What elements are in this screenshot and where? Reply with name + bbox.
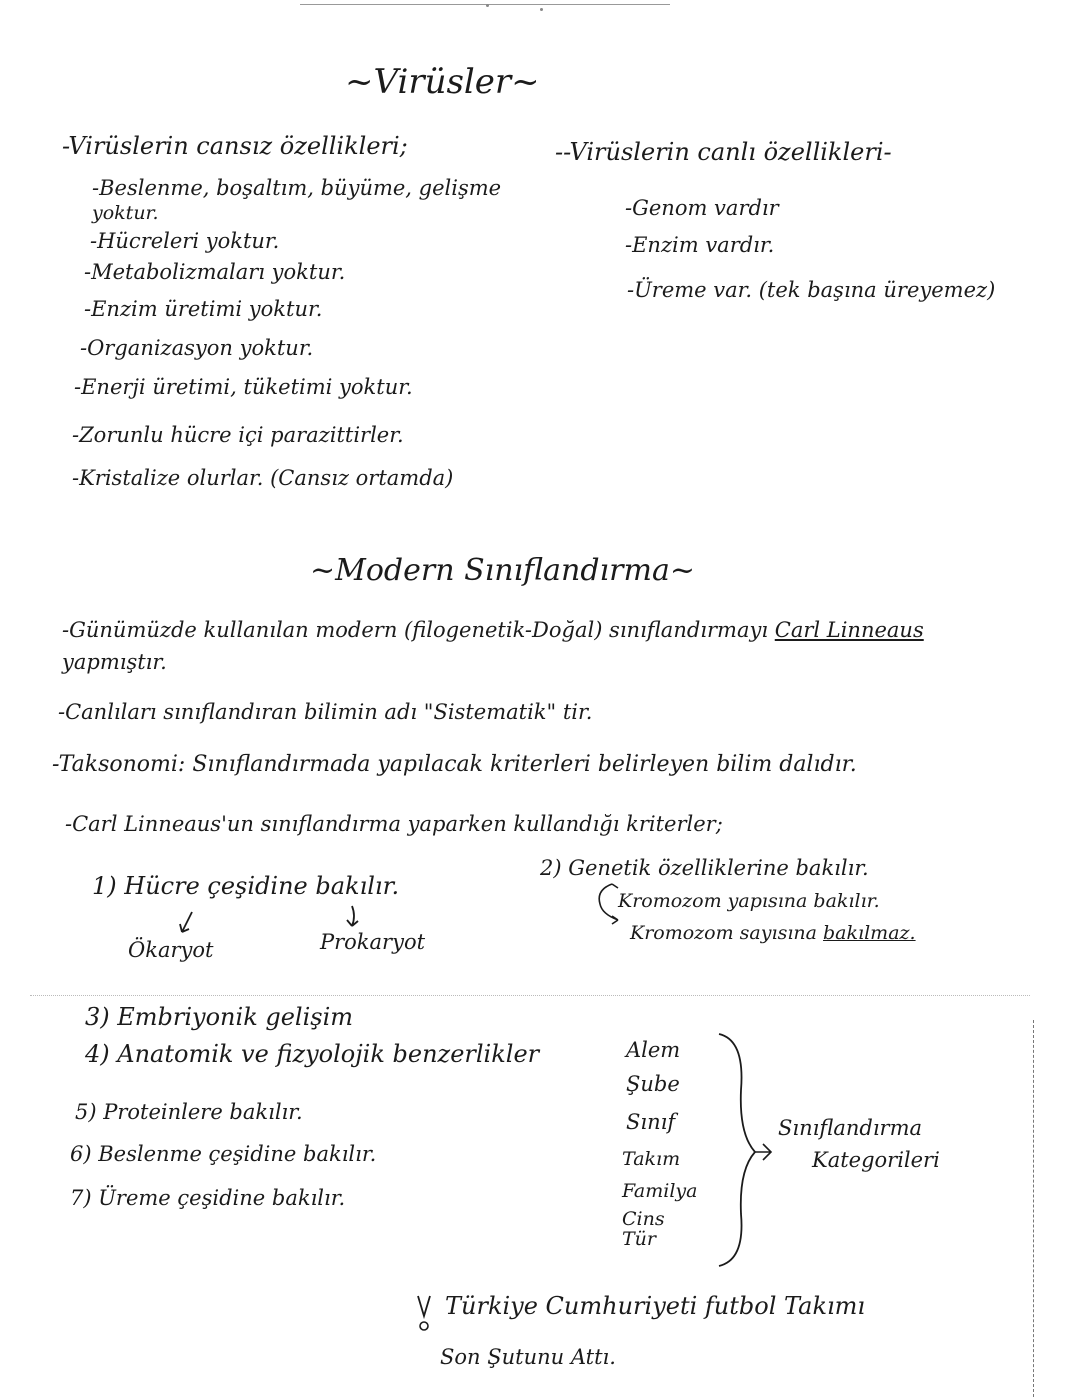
criterion-5: 5) Proteinlere bakılır.: [75, 1100, 303, 1124]
mnemonic-line: Türkiye Cumhuriyeti futbol Takımı: [445, 1292, 866, 1320]
criterion-3: 3) Embriyonik gelişim: [85, 1003, 354, 1031]
cansiz-item: -Hücreleri yoktur.: [90, 229, 280, 253]
cansiz-item: -Enzim üretimi yoktur.: [84, 297, 323, 321]
category-item: Alem: [626, 1038, 681, 1062]
cansiz-heading: -Virüslerin cansız özellikleri;: [62, 132, 408, 160]
criterion-2: 2) Genetik özelliklerine bakılır.: [540, 856, 869, 880]
criterion-1: 1) Hücre çeşidine bakılır.: [92, 872, 400, 900]
paragraph: -Taksonomi: Sınıflandırmada yapılacak kriterleri belirleyen bilim dalıdır.: [52, 752, 857, 777]
page-top-edge: [300, 0, 670, 5]
cansiz-item: -Organizasyon yoktur.: [80, 336, 314, 360]
speck: [486, 4, 489, 7]
mnemonic-line: Son Şutunu Attı.: [440, 1345, 616, 1369]
criterion-6: 6) Beslenme çeşidine bakılır.: [70, 1142, 377, 1166]
category-item: Takım: [622, 1148, 681, 1170]
page-title: ~Virüsler~: [345, 62, 540, 102]
cansiz-item: -Zorunlu hücre içi parazittirler.: [72, 423, 404, 447]
criterion-7: 7) Üreme çeşidine bakılır.: [70, 1186, 346, 1210]
category-item: Şube: [626, 1072, 680, 1096]
criterion-2-sub: [630, 922, 916, 944]
prokaryote-label: Prokaryot: [320, 930, 426, 954]
cansiz-item: -Metabolizmaları yoktur.: [84, 260, 346, 284]
criterion-2-sub-text: Kromozom sayısına: [630, 922, 817, 944]
canli-item: -Genom vardır: [625, 196, 779, 220]
paragraph: -Carl Linneaus'un sınıflandırma yaparken kullandığı kriterler;: [65, 812, 723, 836]
categories-label: Sınıflandırma: [778, 1116, 923, 1140]
paragraph: [62, 618, 924, 642]
category-item: Cins: [622, 1208, 665, 1230]
criterion-4: 4) Anatomik ve fizyolojik benzerlikler: [85, 1040, 540, 1068]
curly-brace-icon: [715, 1030, 775, 1270]
cansiz-item: yoktur.: [92, 202, 159, 224]
criterion-2-sub: Kromozom yapısına bakılır.: [618, 890, 880, 912]
page-right-edge: [1033, 1020, 1035, 1397]
section-title: ~Modern Sınıflandırma~: [310, 553, 695, 588]
category-item: Tür: [622, 1228, 656, 1250]
arrow-down-icon: [344, 904, 364, 932]
canli-item: -Enzim vardır.: [625, 233, 775, 257]
cansiz-item: -Kristalize olurlar. (Cansız ortamda): [72, 466, 454, 490]
linnaeus-name: Carl Linneaus: [774, 618, 924, 642]
cansiz-item: -Beslenme, boşaltım, büyüme, gelişme: [92, 176, 502, 200]
paragraph: yapmıştır.: [62, 650, 167, 674]
speck: [540, 8, 543, 11]
paragraph-text: -Günümüzde kullanılan modern (filogenetik-Doğal) sınıflandırmayı: [62, 618, 769, 642]
arrow-down-left-icon: [176, 910, 196, 938]
canli-item: -Üreme var. (tek başına üreyemez): [627, 278, 996, 302]
eukaryote-label: Ökaryot: [128, 938, 214, 962]
exclamation-mark-icon: [414, 1292, 434, 1336]
criterion-2-sub-underlined: bakılmaz.: [823, 922, 916, 944]
category-item: Sınıf: [626, 1110, 676, 1134]
canli-heading: --Virüslerin canlı özellikleri-: [555, 138, 892, 166]
paragraph: -Canlıları sınıflandıran bilimin adı "Sistematik" tir.: [58, 700, 593, 724]
categories-label: Kategorileri: [812, 1148, 940, 1172]
category-item: Familya: [622, 1180, 698, 1202]
cansiz-item: -Enerji üretimi, tüketimi yoktur.: [74, 375, 413, 399]
scan-dotted-line: [30, 995, 1030, 996]
